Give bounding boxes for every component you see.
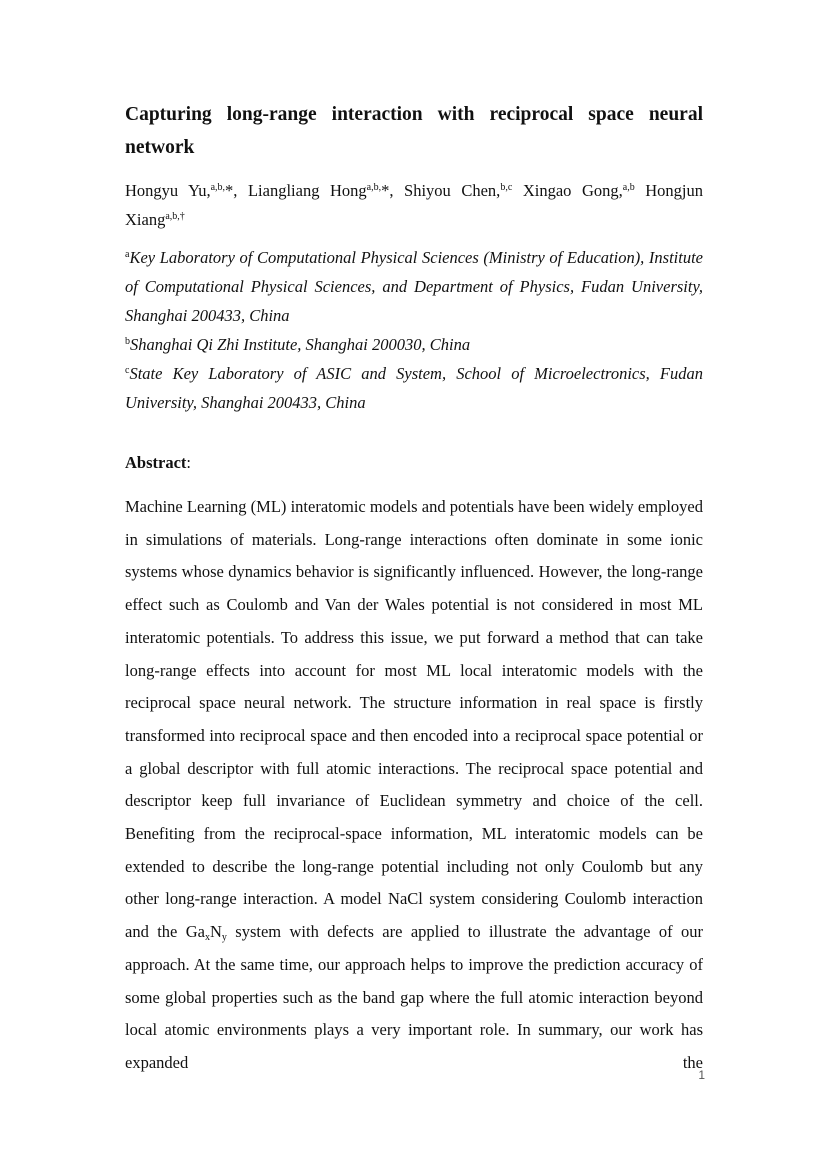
- abstract-heading-label: Abstract: [125, 453, 187, 472]
- author-corresponding-mark: *,: [225, 181, 238, 200]
- abstract-heading: [125, 451, 191, 475]
- affiliation-b: [125, 330, 703, 359]
- affiliation-mark: c: [125, 365, 130, 376]
- author-name: Liangliang Hong: [237, 181, 367, 200]
- affiliation-a: [125, 243, 703, 330]
- abstract-text: system with defects are applied to illustrate the advantage of our approach. At the same time, our approach helps to improve the prediction accuracy of some global properties such as the band gap where the full atomic interaction beyond local atomic environments plays a very important role. In summary, our work has expanded the: [125, 922, 703, 1072]
- abstract-text: Machine Learning (ML) interatomic models and potentials have been widely employed in simulations of materials. Long-range interactions often dominate in some ionic systems whose dynamics behavior is significantly influenced. However, the long-range effect such as Coulomb and Van der Wales potential is not considered in most ML interatomic potentials. To address this issue, we put forward a method that can take long-range effects into account for most ML local interatomic models with the reciprocal space neural network. The structure information in real space is firstly transformed into reciprocal space and then encoded into a reciprocal space potential or a global descriptor with full atomic interactions. The reciprocal space potential and descriptor keep full invariance of Euclidean symmetry and choice of the cell. Benefiting from the reciprocal-space information, ML interatomic models can be extended to describe the long-range potential including not only Coulomb but any other long-range interaction. A model NaCl system considering Coulomb interaction and the Ga: [125, 497, 703, 942]
- author-affiliation-mark: a,b,†: [165, 211, 185, 222]
- abstract-text: N: [209, 922, 222, 942]
- author-list: [125, 176, 703, 234]
- affiliation-text: Key Laboratory of Computational Physical Sciences (Ministry of Education), Institute of Computational Physical Sciences, and Department of Physics, Fudan University, Shanghai 200433, China: [125, 248, 703, 325]
- paper-title: Capturing long-range interaction with reciprocal space neural network: [125, 104, 703, 158]
- author-name: Xingao Gong,: [512, 181, 623, 200]
- author-name: Hongyu Yu,: [125, 181, 211, 200]
- author-corresponding-mark: *,: [381, 181, 394, 200]
- page-number: 1: [698, 1068, 705, 1082]
- author-affiliation-mark: b,c: [500, 182, 513, 193]
- affiliation-c: [125, 359, 703, 417]
- subscript-x: x: [204, 932, 210, 944]
- author-affiliation-mark: a,b: [622, 182, 635, 193]
- abstract-heading-colon: :: [186, 453, 191, 472]
- author-affiliation-mark: a,b,: [210, 182, 226, 193]
- subscript-y: y: [221, 932, 227, 944]
- affiliation-text: State Key Laboratory of ASIC and System, School of Microelectronics, Fudan University, Shanghai 200433, China: [125, 364, 703, 412]
- affiliation-text: Shanghai Qi Zhi Institute, Shanghai 200030, China: [130, 335, 471, 354]
- affiliations: [125, 243, 703, 417]
- author-affiliation-mark: a,b,: [366, 182, 382, 193]
- author-name: Shiyou Chen,: [393, 181, 501, 200]
- author-name: Hongjun Xiang: [125, 181, 704, 229]
- abstract-body: [125, 491, 703, 1080]
- affiliation-mark: b: [125, 336, 130, 347]
- affiliation-mark: a: [125, 249, 130, 260]
